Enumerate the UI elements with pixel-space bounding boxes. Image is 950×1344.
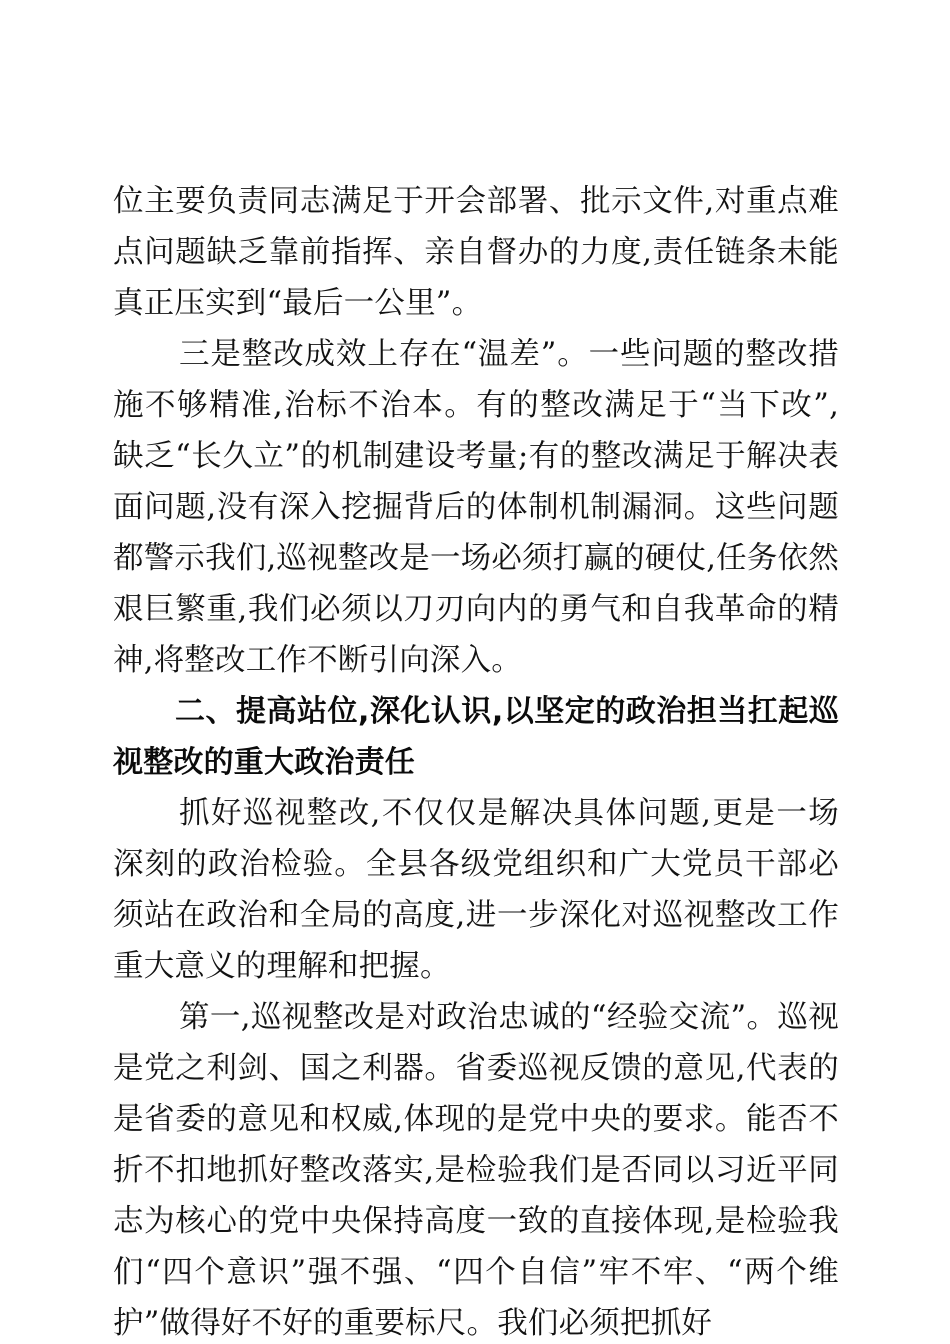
page-text-column — [113, 176, 839, 1344]
paragraph-continued: 位主要负责同志满足于开会部署、批示文件,对重点难点问题缺乏靠前指挥、亲自督办的力度,责任链条未能真正压实到“最后一公里”。 — [113, 184, 839, 321]
paragraph-political-test: 抓好巡视整改,不仅仅是解决具体问题,更是一场深刻的政治检验。全县各级党组织和广大党员干部必须站在政治和全局的高度,进一步深化对巡视整改工作重大意义的理解和把握。 — [113, 796, 839, 984]
paragraph-third-point: 三是整改成效上存在“温差”。一些问题的整改措施不够精准,治标不治本。有的整改满足于“当下改”,缺乏“长久立”的机制建设考量;有的整改满足于解决表面问题,没有深入挖掘背后的体制机制漏洞。这些问题都警示我们,巡视整改是一场必须打赢的硬仗,任务依然艰巨繁重,我们必须以刀刃向内的勇气和自我革命的精神,将整改工作不断引向深入。 — [113, 337, 839, 678]
paragraph-first-point: 第一,巡视整改是对政治忠诚的“经验交流”。巡视是党之利剑、国之利器。省委巡视反馈的意见,代表的是省委的意见和权威,体现的是党中央的要求。能否不折不扣地抓好整改落实,是检验我们是否同以习近平同志为核心的党中央保持高度一致的直接体现,是检验我们“四个意识”强不强、“四个自信”牢不牢、“两个维护”做得好不好的重要标尺。我们必须把抓好 — [113, 1000, 839, 1341]
section-heading-two: 二、提高站位,深化认识,以坚定的政治担当扛起巡视整改的重大政治责任 — [113, 694, 839, 780]
